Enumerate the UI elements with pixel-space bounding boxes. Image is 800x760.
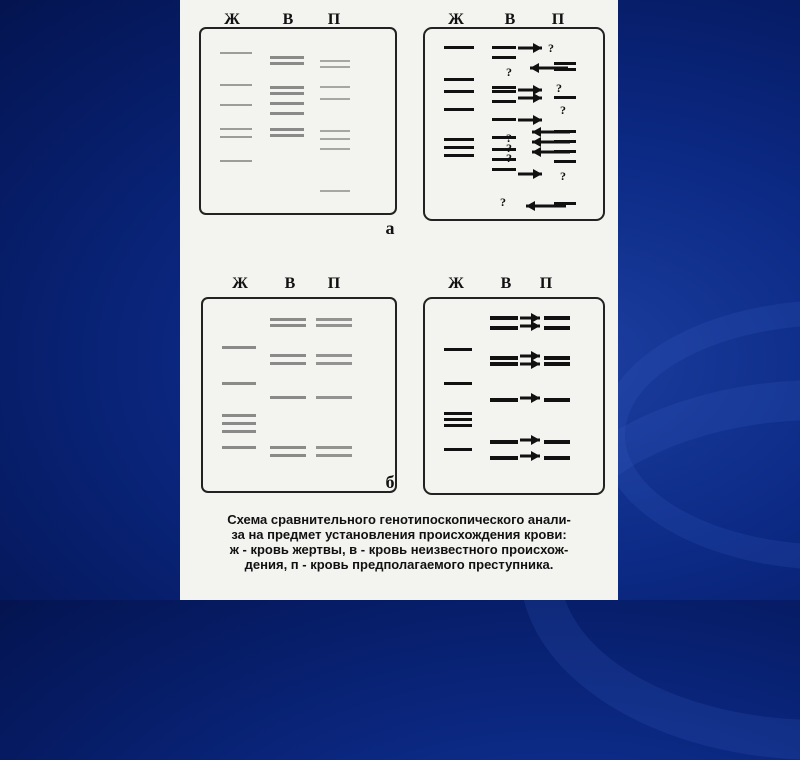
gel-band: [270, 128, 304, 131]
gel-band: [270, 92, 304, 95]
gel-band: [316, 354, 352, 357]
gel-band: [320, 60, 350, 62]
dna-band: [444, 424, 472, 427]
dna-band: [544, 440, 570, 444]
gel-band: [220, 84, 252, 86]
panel-letter: а: [385, 218, 395, 238]
arrow-head: [532, 127, 541, 137]
arrow-head: [531, 359, 540, 369]
gel-band: [220, 160, 252, 162]
gel-band: [320, 86, 350, 88]
dna-band: [554, 96, 576, 99]
gel-band: [320, 130, 350, 132]
gel-band: [270, 324, 306, 327]
figure-caption: [180, 512, 618, 572]
arrow-head: [526, 201, 535, 211]
arrow-head: [531, 351, 540, 361]
dna-band: [544, 456, 570, 460]
dna-band: [444, 418, 472, 421]
gel-band: [220, 52, 252, 54]
gel-band: [222, 346, 256, 349]
dna-band: [492, 86, 516, 89]
dna-band: [444, 108, 474, 111]
column-label: П: [327, 11, 341, 28]
gel-band: [270, 318, 306, 321]
gel-band: [316, 362, 352, 365]
unknown-mark: ?: [560, 169, 566, 183]
dna-band: [492, 158, 516, 161]
gel-band: [320, 66, 350, 68]
column-label: П: [551, 11, 565, 28]
dna-band: [492, 90, 516, 93]
panel-b-gel-frame: [202, 298, 396, 492]
dna-band: [544, 398, 570, 402]
dna-band: [444, 90, 474, 93]
gel-band: [222, 446, 256, 449]
unknown-mark: ?: [506, 151, 512, 165]
dna-band: [544, 316, 570, 320]
arrow-head: [533, 115, 542, 125]
gel-band: [270, 362, 306, 365]
dna-band: [444, 448, 472, 451]
dna-band: [444, 78, 474, 81]
caption-line: за на предмет установления происхождения крови:: [231, 527, 567, 542]
gel-band: [270, 86, 304, 89]
gel-band: [270, 56, 304, 59]
column-label: В: [504, 11, 516, 28]
arrow-head: [532, 147, 541, 157]
panel-letter: б: [385, 472, 395, 492]
column-label: Ж: [224, 11, 240, 28]
dna-comparison-figure: [180, 0, 618, 600]
gel-band: [316, 318, 352, 321]
gel-band: [222, 382, 256, 385]
arrow-head: [531, 393, 540, 403]
column-label: П: [539, 275, 553, 292]
dna-band: [490, 440, 518, 444]
arrow-head: [533, 43, 542, 53]
arrow-head: [531, 313, 540, 323]
dna-band: [492, 100, 516, 103]
gel-band: [270, 62, 304, 65]
dna-band: [492, 56, 516, 59]
dna-band: [492, 168, 516, 171]
dna-band: [554, 62, 576, 65]
dna-band: [444, 154, 474, 157]
dna-band: [554, 160, 576, 163]
dna-band: [490, 362, 518, 366]
arrow-head: [533, 93, 542, 103]
dna-band: [490, 316, 518, 320]
gel-band: [316, 454, 352, 457]
dna-band: [444, 146, 474, 149]
gel-band: [316, 446, 352, 449]
gel-band: [320, 98, 350, 100]
gel-band: [222, 422, 256, 425]
column-label: В: [282, 11, 294, 28]
column-label: В: [284, 275, 296, 292]
unknown-mark: ?: [506, 141, 512, 155]
column-label: Ж: [448, 11, 464, 28]
column-label: Ж: [232, 275, 248, 292]
dna-band: [490, 456, 518, 460]
unknown-mark: ?: [506, 131, 512, 145]
arrow-head: [531, 321, 540, 331]
dna-band: [544, 326, 570, 330]
dna-band: [444, 412, 472, 415]
unknown-mark: ?: [556, 81, 562, 95]
column-label: В: [500, 275, 512, 292]
unknown-mark: ?: [560, 103, 566, 117]
dna-band: [492, 46, 516, 49]
gel-band: [222, 430, 256, 433]
unknown-mark: ?: [506, 65, 512, 79]
dna-band: [492, 118, 516, 121]
gel-band: [222, 414, 256, 417]
dna-band: [444, 138, 474, 141]
column-label: Ж: [448, 275, 464, 292]
gel-band: [270, 446, 306, 449]
gel-band: [220, 136, 252, 138]
gel-band: [220, 104, 252, 106]
gel-band: [316, 396, 352, 399]
arrow-head: [533, 85, 542, 95]
arrow-head: [531, 451, 540, 461]
caption-line: дения, п - кровь предполагаемого преступника.: [244, 557, 554, 572]
gel-band: [320, 190, 350, 192]
caption-line: ж - кровь жертвы, в - кровь неизвестного происхож-: [229, 542, 569, 557]
gel-band: [320, 148, 350, 150]
arrow-head: [530, 63, 539, 73]
dna-band: [492, 148, 516, 151]
figure-drawing: [180, 0, 618, 512]
column-label: П: [327, 275, 341, 292]
arrow-head: [533, 169, 542, 179]
arrow-head: [532, 137, 541, 147]
gel-band: [270, 112, 304, 115]
gel-band: [270, 102, 304, 105]
dna-band: [490, 356, 518, 360]
caption-line: Схема сравнительного генотипоскопического анали-: [227, 512, 571, 527]
dna-band: [490, 326, 518, 330]
gel-band: [316, 324, 352, 327]
dna-band: [490, 398, 518, 402]
gel-band: [270, 396, 306, 399]
dna-band: [444, 46, 474, 49]
dna-band: [444, 382, 472, 385]
gel-band: [270, 354, 306, 357]
dna-band: [492, 136, 516, 139]
panel-a-gel-frame: [200, 28, 396, 214]
gel-band: [270, 454, 306, 457]
dna-band: [544, 356, 570, 360]
dna-band: [444, 348, 472, 351]
gel-band: [220, 128, 252, 130]
gel-band: [270, 134, 304, 137]
gel-band: [320, 138, 350, 140]
unknown-mark: ?: [548, 41, 554, 55]
arrow-head: [531, 435, 540, 445]
unknown-mark: ?: [500, 195, 506, 209]
dna-band: [544, 362, 570, 366]
